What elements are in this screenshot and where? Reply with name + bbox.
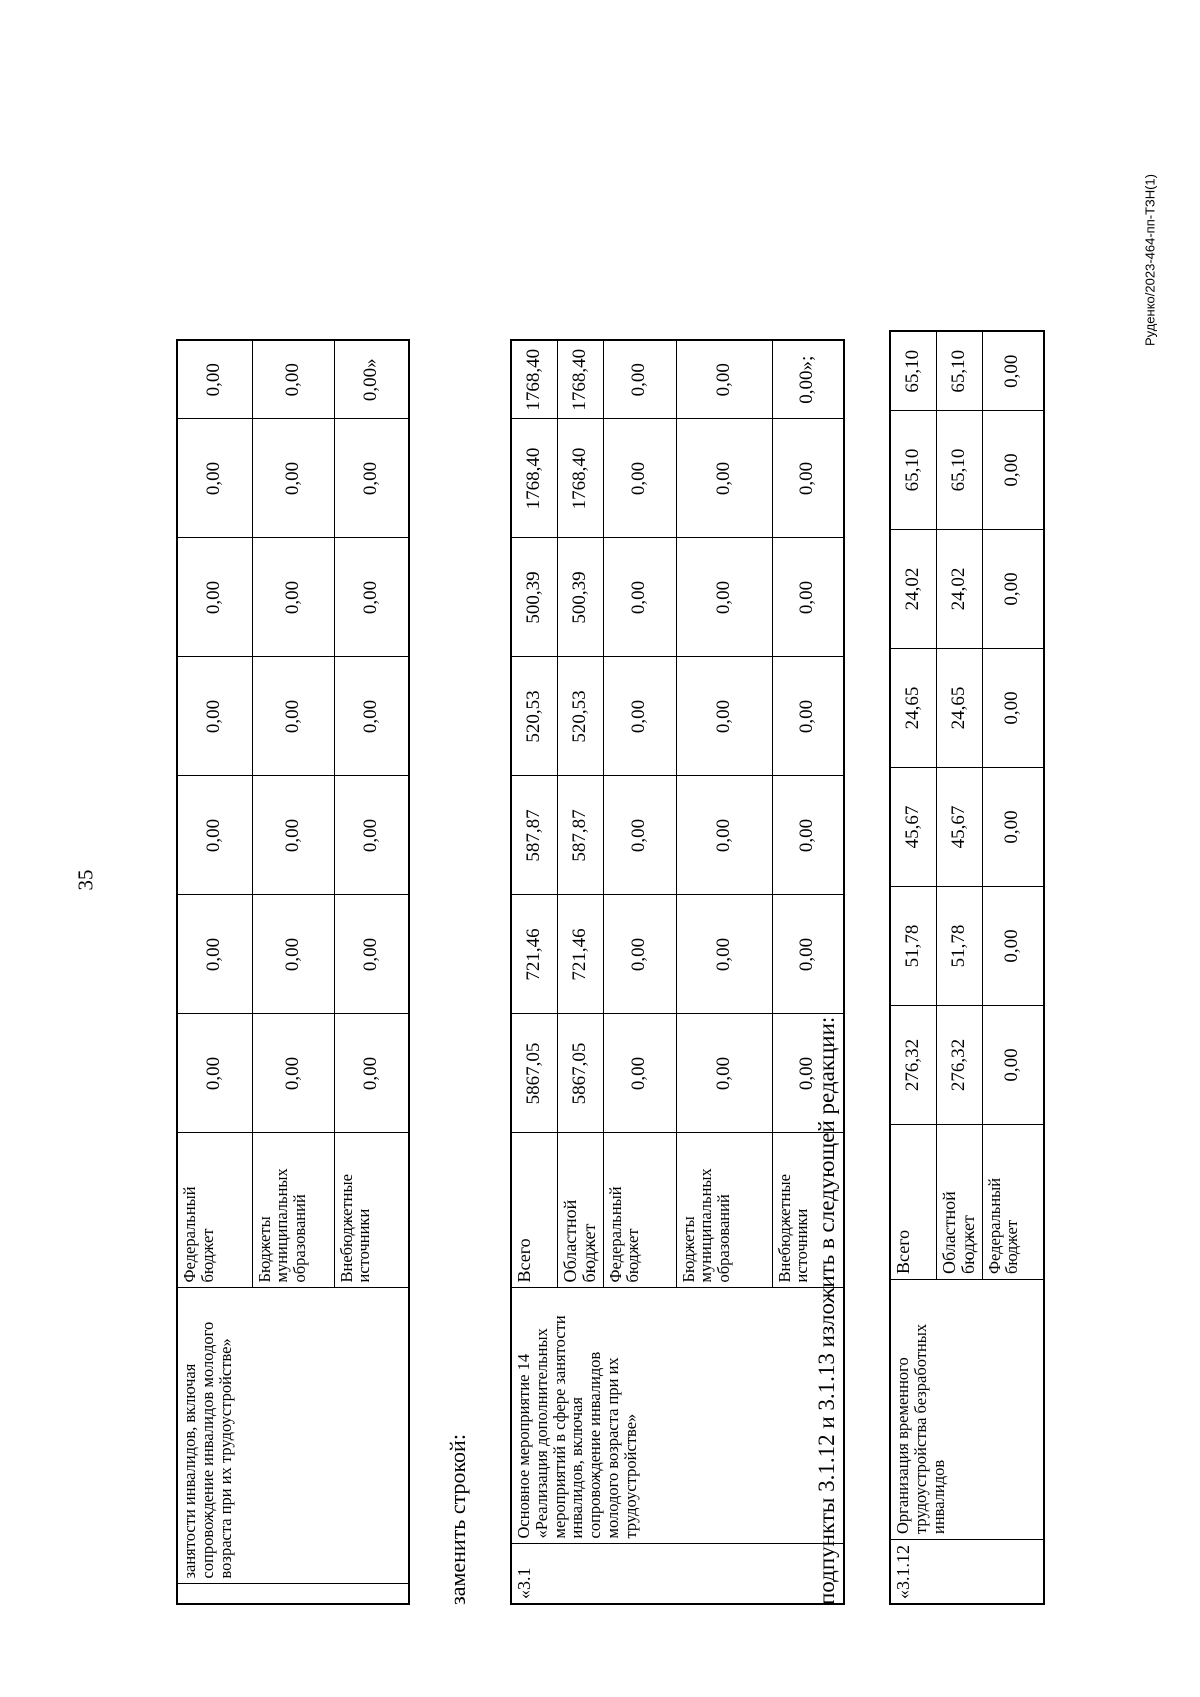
source-cell: Бюджеты муниципальных образований xyxy=(676,1133,772,1288)
document-code: Руденко/2023-464-пп-ТЗН(1) xyxy=(1142,174,1158,347)
source-cell: Всего xyxy=(890,1125,936,1280)
value-cell: 0,00 xyxy=(603,340,676,419)
rotated-page-content xyxy=(176,115,1076,1605)
value-cell: 721,46 xyxy=(557,895,603,1014)
value-cell: 0,00 xyxy=(603,419,676,538)
value-cell: 0,00 xyxy=(676,340,772,419)
source-cell: Внебюджетные источники xyxy=(334,1133,409,1288)
value-cell: 0,00 xyxy=(334,538,409,657)
value-cell: 0,00 xyxy=(982,768,1044,887)
value-cell: 51,78 xyxy=(890,887,936,1006)
value-cell: 45,67 xyxy=(936,768,982,887)
value-cell: 0,00 xyxy=(982,332,1044,411)
source-cell: Федеральный бюджет xyxy=(177,1133,252,1288)
value-cell: 0,00 xyxy=(252,657,334,776)
source-cell: Бюджеты муниципальных образований xyxy=(252,1133,334,1288)
value-cell: 0,00 xyxy=(334,776,409,895)
value-cell: 24,65 xyxy=(936,649,982,768)
previous-row-table xyxy=(176,339,410,1605)
value-cell: 0,00 xyxy=(676,419,772,538)
value-cell: 0,00 xyxy=(177,1014,252,1133)
value-cell: 276,32 xyxy=(936,1006,982,1125)
value-cell: 0,00 xyxy=(772,657,844,776)
value-cell: 0,00 xyxy=(334,657,409,776)
value-cell: 0,00 xyxy=(982,530,1044,649)
replacement-row-table xyxy=(510,339,845,1605)
value-cell: 520,53 xyxy=(557,657,603,776)
value-cell: 0,00 xyxy=(772,776,844,895)
subpoints-instruction: подпункты 3.1.12 и 3.1.13 изложить в следующей редакции: xyxy=(814,1016,839,1605)
value-cell: 0,00 xyxy=(603,895,676,1014)
source-cell: Федеральный бюджет xyxy=(982,1125,1044,1280)
value-cell: 0,00 xyxy=(676,776,772,895)
value-cell: 1768,40 xyxy=(557,340,603,419)
value-cell: 0,00 xyxy=(334,895,409,1014)
value-cell: 587,87 xyxy=(511,776,557,895)
value-cell: 520,53 xyxy=(511,657,557,776)
value-cell: 0,00 xyxy=(252,1014,334,1133)
value-cell: 721,46 xyxy=(511,895,557,1014)
value-cell: 0,00 xyxy=(603,1014,676,1133)
description-cell: Основное мероприятие 14 «Реализация дополнительных мероприятий в сфере занятости инвалидов, включая сопровождение инвалидов молодого возраста при их трудоустройстве» xyxy=(511,1288,844,1544)
value-cell: 0,00 xyxy=(177,657,252,776)
value-cell: 500,39 xyxy=(511,538,557,657)
value-cell: 0,00 xyxy=(177,776,252,895)
value-cell: 0,00 xyxy=(676,538,772,657)
value-cell: 0,00 xyxy=(676,895,772,1014)
value-cell: 0,00 xyxy=(676,1014,772,1133)
value-cell: 500,39 xyxy=(557,538,603,657)
value-cell: 5867,05 xyxy=(557,1014,603,1133)
source-cell: Областной бюджет xyxy=(557,1133,603,1288)
value-cell: 0,00 xyxy=(982,411,1044,530)
value-cell: 65,10 xyxy=(890,411,936,530)
description-cell: Организация временного трудоустройства безработных инвалидов xyxy=(890,1280,1044,1540)
value-cell: 24,02 xyxy=(890,530,936,649)
value-cell: 0,00»; xyxy=(772,340,844,419)
value-cell: 0,00 xyxy=(177,340,252,419)
value-cell: 24,02 xyxy=(936,530,982,649)
value-cell: 0,00 xyxy=(982,649,1044,768)
source-cell: Федеральный бюджет xyxy=(603,1133,676,1288)
value-cell: 0,00 xyxy=(603,657,676,776)
number-cell: «3.1 xyxy=(511,1544,844,1604)
value-cell: 65,10 xyxy=(936,332,982,411)
value-cell: 0,00 xyxy=(772,419,844,538)
value-cell: 0,00 xyxy=(252,340,334,419)
value-cell: 45,67 xyxy=(890,768,936,887)
value-cell: 65,10 xyxy=(936,411,982,530)
value-cell: 0,00» xyxy=(334,340,409,419)
value-cell: 0,00 xyxy=(252,776,334,895)
value-cell: 0,00 xyxy=(177,538,252,657)
number-cell: «3.1.12 xyxy=(890,1540,1044,1605)
value-cell: 0,00 xyxy=(334,1014,409,1133)
value-cell: 0,00 xyxy=(603,776,676,895)
value-cell: 51,78 xyxy=(936,887,982,1006)
table-row xyxy=(890,332,936,1605)
source-cell: Внебюджетные источники xyxy=(772,1133,844,1288)
replace-instruction: заменить строкой: xyxy=(445,1434,470,1605)
value-cell: 1768,40 xyxy=(511,419,557,538)
description-cell: занятости инвалидов, включая сопровождение инвалидов молодого возраста при их трудоустройстве» xyxy=(177,1288,409,1584)
page-number: 35 xyxy=(73,869,98,891)
value-cell: 0,00 xyxy=(252,895,334,1014)
value-cell: 65,10 xyxy=(890,332,936,411)
value-cell: 0,00 xyxy=(982,887,1044,1006)
value-cell: 0,00 xyxy=(252,419,334,538)
value-cell: 0,00 xyxy=(982,1006,1044,1125)
value-cell: 587,87 xyxy=(557,776,603,895)
value-cell: 24,65 xyxy=(890,649,936,768)
table-row xyxy=(177,340,252,1604)
value-cell: 1768,40 xyxy=(511,340,557,419)
value-cell: 1768,40 xyxy=(557,419,603,538)
value-cell: 0,00 xyxy=(334,419,409,538)
value-cell: 0,00 xyxy=(772,1014,844,1133)
value-cell: 0,00 xyxy=(177,419,252,538)
value-cell: 276,32 xyxy=(890,1006,936,1125)
number-cell xyxy=(177,1584,409,1604)
value-cell: 5867,05 xyxy=(511,1014,557,1133)
subpoint-table xyxy=(889,331,1045,1606)
value-cell: 0,00 xyxy=(676,657,772,776)
value-cell: 0,00 xyxy=(772,895,844,1014)
value-cell: 0,00 xyxy=(177,895,252,1014)
source-cell: Всего xyxy=(511,1133,557,1288)
source-cell: Областной бюджет xyxy=(936,1125,982,1280)
value-cell: 0,00 xyxy=(252,538,334,657)
value-cell: 0,00 xyxy=(772,538,844,657)
table-row xyxy=(511,340,557,1604)
value-cell: 0,00 xyxy=(603,538,676,657)
